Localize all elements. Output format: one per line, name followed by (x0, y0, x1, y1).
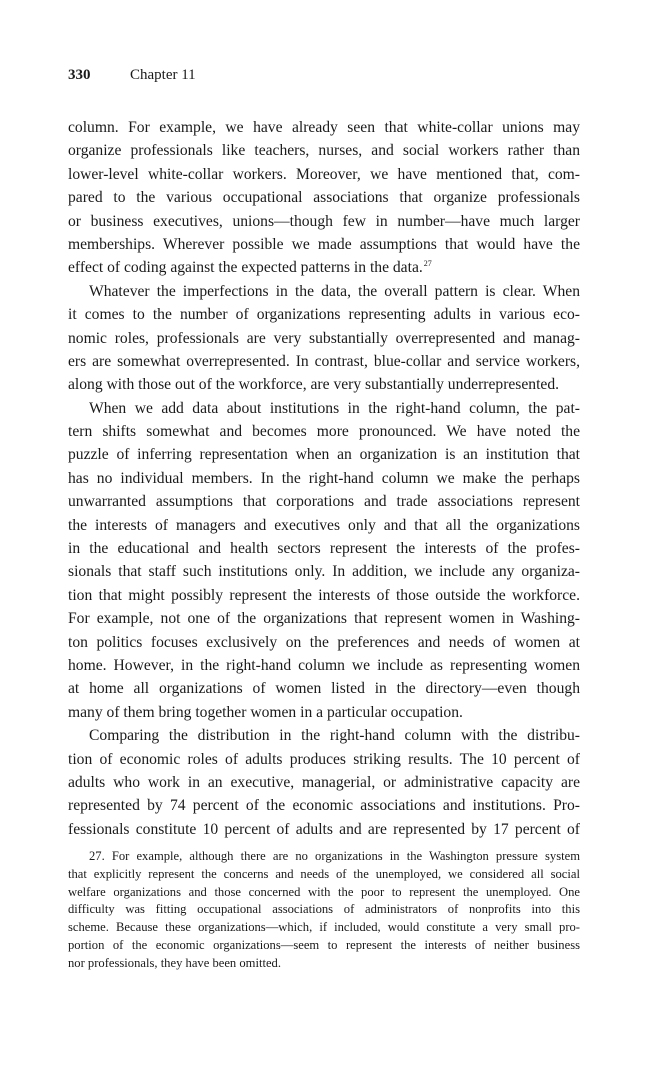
footnote-line: portion of the economic organizations—seem to represent the interests of neither business (68, 937, 580, 952)
body-line: tion of economic roles of adults produces striking results. The 10 percent of (68, 750, 580, 768)
body-line: the interests of managers and executives only and that all the organizations (68, 516, 580, 534)
body-line: at home all organizations of women listed in the directory—even though (68, 680, 580, 698)
body-line: or business executives, unions—though few in number—have much larger (68, 212, 580, 230)
body-line: memberships. Wherever possible we made assumptions that would have the (68, 235, 580, 253)
paragraph-start-line: Comparing the distribution in the right-hand column with the distribu- (89, 727, 580, 745)
page-number: 330 (68, 67, 91, 83)
body-line: tion that might possibly represent the interests of those outside the workforce. (68, 586, 580, 604)
body-line: sionals that staff such institutions only. In addition, we include any organiza- (68, 563, 580, 581)
body-line: tern shifts somewhat and becomes more pronounced. We have noted the (68, 423, 580, 441)
footnote-line: welfare organizations and those concerned with the poor to represent the unemployed. One (68, 884, 580, 899)
body-line: nomic roles, professionals are very substantially overrepresented and manag- (68, 329, 580, 347)
footnote-line: scheme. Because these organizations—which, if included, would constitute a very small pro- (68, 920, 580, 935)
body-line: column. For example, we have already seen that white-collar unions may (68, 119, 580, 136)
running-head (68, 66, 196, 84)
paragraph-start-line: Whatever the imperfections in the data, the overall pattern is clear. When (89, 282, 580, 300)
footnote-reference[interactable]: 27 (423, 259, 432, 269)
body-line: adults who work in an executive, managerial, or administrative capacity are (68, 773, 580, 791)
body-text (68, 116, 580, 841)
body-line: home. However, in the right-hand column we include as representing women (68, 656, 580, 674)
body-line-text: effect of coding against the expected patterns in the data. (68, 259, 423, 277)
body-line: many of them bring together women in a particular occupation. (68, 703, 463, 721)
footnote (68, 848, 580, 973)
body-line: puzzle of inferring representation when an organization is an institution that (68, 446, 580, 464)
body-line: unwarranted assumptions that corporations and trade associations represent (68, 493, 580, 511)
body-line: has no individual members. In the right-hand column we make the perhaps (68, 469, 580, 487)
body-line: organize professionals like teachers, nurses, and social workers rather than (68, 142, 580, 160)
body-line: pared to the various occupational associations that organize professionals (68, 189, 580, 207)
body-line-with-note (68, 256, 580, 279)
body-line: fessionals constitute 10 percent of adults and are represented by 17 percent of (68, 820, 580, 838)
footnote-line: that explicitly represent the concerns and needs of the unemployed, we considered all social (68, 866, 580, 881)
paragraph-start-line: When we add data about institutions in the right-hand column, the pat- (89, 399, 580, 417)
body-line: For example, not one of the organizations that represent women in Washing- (68, 610, 580, 628)
body-line: lower-level white-collar workers. Moreover, we have mentioned that, com- (68, 165, 580, 183)
body-line: in the educational and health sectors represent the interests of the profes- (68, 540, 580, 558)
footnote-line: nor professionals, they have been omitted. (68, 955, 281, 970)
footnote-line: 27. For example, although there are no organizations in the Washington pressure system (89, 849, 580, 863)
body-line: ers are somewhat overrepresented. In contrast, blue-collar and service workers, (68, 352, 580, 370)
body-line: ton politics focuses exclusively on the preferences and needs of women at (68, 633, 580, 651)
chapter-title: Chapter 11 (130, 67, 196, 83)
body-line: along with those out of the workforce, are very substantially underrepresented. (68, 376, 560, 394)
body-line: it comes to the number of organizations representing adults in various eco- (68, 306, 580, 324)
body-line: represented by 74 percent of the economic associations and institutions. Pro- (68, 797, 580, 815)
footnote-line: difficulty was fitting occupational associations of administrators of nonprofits into this (68, 902, 580, 917)
